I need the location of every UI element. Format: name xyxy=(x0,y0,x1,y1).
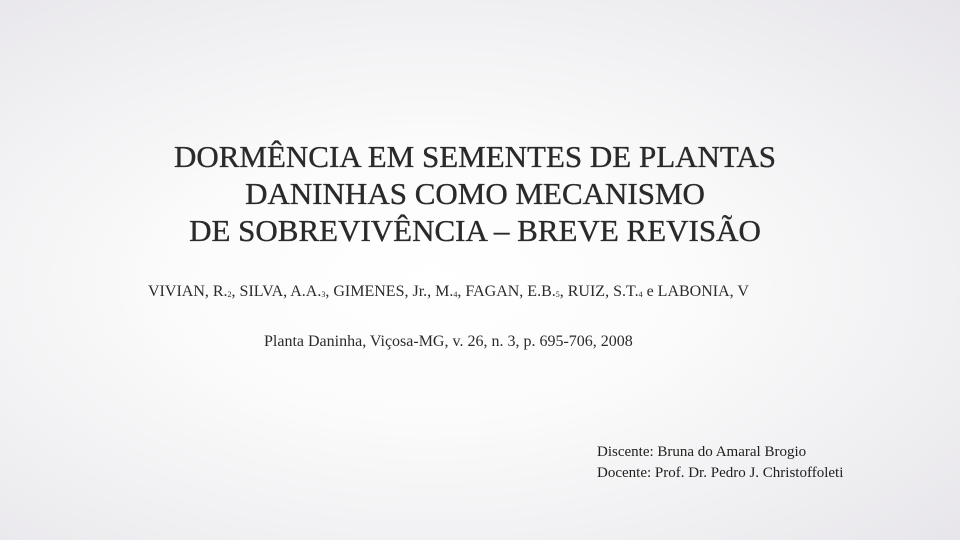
author-name: , SILVA, A.A. xyxy=(231,283,322,300)
credits-block xyxy=(597,442,843,484)
title-line-1: DORMÊNCIA EM SEMENTES DE PLANTAS xyxy=(173,139,777,174)
author-name: , RUIZ, S.T. xyxy=(559,283,639,300)
advisor-credit: Docente: Prof. Dr. Pedro J. Christoffoleti xyxy=(597,465,844,481)
author-name: , FAGAN, E.B. xyxy=(457,283,556,300)
affiliation-marker: 5 xyxy=(555,290,560,299)
affiliation-marker: 2 xyxy=(227,290,232,299)
journal-citation: Planta Daninha, Viçosa-MG, v. 26, n. 3, p. 695-706, 2008 xyxy=(264,333,633,350)
author-name: e LABONIA, V xyxy=(642,283,749,300)
affiliation-marker: 4 xyxy=(453,290,458,299)
author-list xyxy=(148,281,749,305)
affiliation-marker: 3 xyxy=(321,290,326,299)
slide-title xyxy=(130,138,820,249)
author-name: , GIMENES, Jr., M. xyxy=(325,283,454,300)
title-line-2: DANINHAS COMO MECANISMO xyxy=(245,176,705,211)
student-credit: Discente: Bruna do Amaral Brogio xyxy=(597,444,807,460)
title-line-3: DE SOBREVIVÊNCIA – BREVE REVISÃO xyxy=(189,213,761,248)
affiliation-marker: 4 xyxy=(638,290,643,299)
author-name: VIVIAN, R. xyxy=(148,283,228,300)
